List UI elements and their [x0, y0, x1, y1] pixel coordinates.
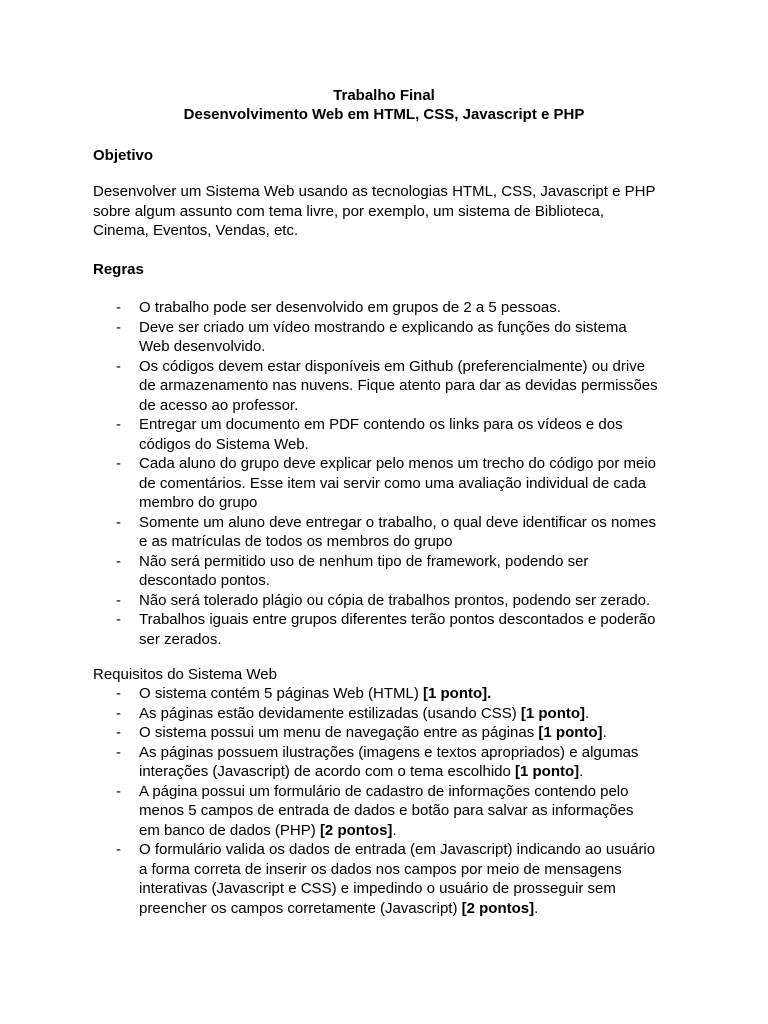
regra-item — [93, 552, 693, 591]
bullet-dash: - — [116, 743, 121, 761]
bullet-dash: - — [116, 782, 121, 800]
points-label: [1 ponto] — [515, 763, 580, 780]
points-label: [1 ponto] — [520, 704, 586, 722]
regra-line: e as matrículas de todos os membros do grupo — [139, 533, 453, 550]
regra-line: de comentários. Esse item vai servir como uma avaliação individual de cada — [139, 474, 646, 492]
regras-heading: Regras — [93, 261, 144, 278]
regra-line: Web desenvolvido. — [139, 338, 266, 355]
regra-line: Os códigos devem estar disponíveis em Github (preferencialmente) ou drive — [139, 357, 646, 375]
bullet-dash: - — [116, 685, 121, 702]
regra-item — [93, 298, 693, 318]
regra-item — [93, 591, 693, 611]
regra-line: Deve ser criado um vídeo mostrando e explicando as funções do sistema — [139, 318, 627, 336]
requisito-line: As páginas estão devidamente estilizadas (usando CSS) [1 ponto]. — [139, 704, 590, 722]
bullet-dash: - — [116, 611, 121, 628]
points-label: [1 ponto]. — [423, 685, 492, 702]
requisito-line: interações (Javascript) de acordo com o tema escolhido [1 ponto]. — [139, 763, 584, 780]
objetivo-heading: Objetivo — [93, 147, 154, 164]
bullet-dash: - — [116, 591, 121, 609]
regra-line: Somente um aluno deve entregar o trabalho, o qual deve identificar os nomes — [139, 513, 656, 531]
regra-item — [93, 415, 693, 454]
regra-item — [93, 454, 693, 513]
requisito-line: O sistema possui um menu de navegação entre as páginas [1 ponto]. — [139, 724, 607, 741]
bullet-dash: - — [116, 455, 121, 472]
regra-item — [93, 357, 693, 416]
requisito-item — [93, 684, 693, 704]
objetivo-line: Desenvolver um Sistema Web usando as tecnologias HTML, CSS, Javascript e PHP — [93, 183, 656, 200]
requisito-line: A página possui um formulário de cadastro de informações contendo pelo — [139, 782, 629, 800]
requisito-item — [93, 723, 693, 743]
regra-line: Trabalhos iguais entre grupos diferentes terão pontos descontados e poderão — [139, 611, 656, 628]
points-label: [1 ponto] — [538, 724, 603, 741]
regra-line: códigos do Sistema Web. — [139, 435, 309, 453]
bullet-dash: - — [116, 513, 121, 531]
requisito-line: menos 5 campos de entrada de dados e botão para salvar as informações — [139, 802, 634, 819]
regra-line: O trabalho pode ser desenvolvido em grupos de 2 a 5 pessoas. — [139, 299, 561, 316]
bullet-dash: - — [116, 841, 121, 858]
regra-item — [93, 318, 693, 357]
bullet-dash: - — [116, 357, 121, 375]
objetivo-paragraph — [93, 182, 693, 241]
requisitos-heading: Requisitos do Sistema Web — [93, 666, 277, 683]
points-label: [2 pontos] — [319, 821, 393, 839]
regra-line: Não será permitido uso de nenhum tipo de framework, podendo ser — [139, 552, 589, 570]
bullet-dash: - — [116, 704, 121, 722]
regra-line: Cada aluno do grupo deve explicar pelo menos um trecho do código por meio — [139, 455, 656, 472]
requisito-item — [93, 743, 693, 782]
requisito-item — [93, 704, 693, 724]
document-subtitle: Desenvolvimento Web em HTML, CSS, Javascript e PHP — [183, 106, 585, 123]
bullet-dash: - — [116, 299, 121, 316]
requisito-item — [93, 782, 693, 841]
regra-line: membro do grupo — [139, 494, 258, 511]
document-title: Trabalho Final — [333, 87, 435, 104]
bullet-dash: - — [116, 724, 121, 741]
regra-line: de armazenamento nas nuvens. Fique atento para dar as devidas permissões — [139, 377, 658, 394]
regra-line: Entregar um documento em PDF contendo os links para os vídeos e dos — [139, 416, 623, 433]
requisito-line: preencher os campos corretamente (Javascript) [2 pontos]. — [139, 899, 539, 917]
requisito-line: O formulário valida os dados de entrada (em Javascript) indicando ao usuário — [139, 841, 656, 858]
regra-item — [93, 513, 693, 552]
requisito-line: em banco de dados (PHP) [2 pontos]. — [139, 821, 397, 839]
bullet-dash: - — [116, 416, 121, 433]
regra-line: descontado pontos. — [139, 572, 270, 589]
regra-line: Não será tolerado plágio ou cópia de trabalhos prontos, podendo ser zerado. — [139, 591, 651, 609]
objetivo-line: Cinema, Eventos, Vendas, etc. — [93, 222, 299, 239]
requisito-line: As páginas possuem ilustrações (imagens e textos apropriados) e algumas — [139, 743, 639, 761]
regras-list — [93, 298, 693, 649]
regra-line: de acesso ao professor. — [139, 396, 299, 414]
requisito-line: a forma correta de inserir os dados nos campos por meio de mensagens — [139, 860, 622, 878]
requisito-line: O sistema contém 5 páginas Web (HTML) [1 ponto]. — [139, 685, 492, 702]
requisitos-list — [93, 684, 693, 918]
points-label: [2 pontos] — [461, 899, 535, 917]
regra-item — [93, 610, 693, 649]
requisito-line: interativas (Javascript e CSS) e impedindo o usuário de prosseguir sem — [139, 880, 616, 897]
regra-line: ser zerados. — [139, 630, 222, 648]
bullet-dash: - — [116, 552, 121, 570]
requisito-item — [93, 840, 693, 918]
bullet-dash: - — [116, 318, 121, 336]
objetivo-line: sobre algum assunto com tema livre, por exemplo, um sistema de Biblioteca, — [93, 202, 605, 220]
